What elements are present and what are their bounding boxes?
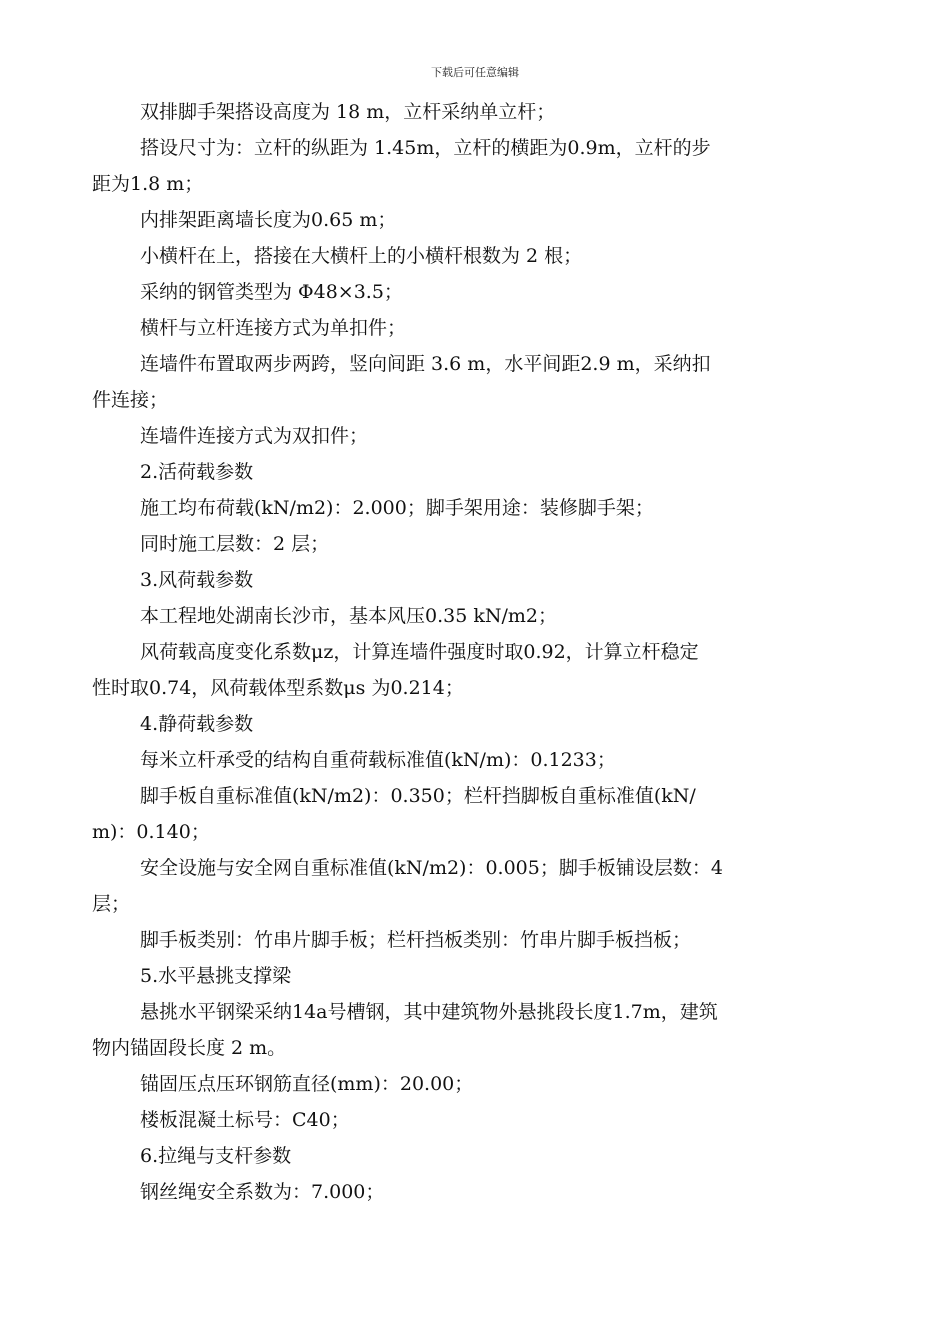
paragraph-line: 连墙件连接方式为双扣件；: [140, 425, 369, 447]
paragraph-line: 本工程地处湖南长沙市，基本风压0.35 kN/m2；: [140, 605, 557, 627]
paragraph-line: 搭设尺寸为：立杆的纵距为 1.45m，立杆的横距为0.9m，立杆的步: [140, 137, 711, 159]
paragraph: [92, 1138, 808, 1174]
paragraph-line: 施工均布荷载(kN/m2)：2.000；脚手架用途：装修脚手架；: [140, 497, 654, 519]
paragraph: [92, 238, 808, 274]
paragraph: [92, 1102, 808, 1138]
paragraph-line: 同时施工层数：2 层；: [140, 533, 330, 555]
paragraph-line: 3.风荷载参数: [140, 569, 254, 591]
paragraph: [92, 526, 808, 562]
paragraph-line: 横杆与立杆连接方式为单扣件；: [140, 317, 407, 339]
paragraph: [92, 1174, 808, 1210]
paragraph: [92, 202, 808, 238]
paragraph-line: 脚手板类别：竹串片脚手板；栏杆挡板类别：竹串片脚手板挡板；: [140, 929, 692, 951]
paragraph-line: 悬挑水平钢梁采纳14a号槽钢，其中建筑物外悬挑段长度1.7m，建筑: [140, 1001, 718, 1023]
paragraph-line: 小横杆在上，搭接在大横杆上的小横杆根数为 2 根；: [140, 245, 583, 267]
paragraph-line: 物内锚固段长度 2 m。: [92, 1037, 287, 1059]
paragraph: [92, 490, 808, 526]
paragraph-line: m)：0.140；: [92, 821, 210, 843]
paragraph-line: 双排脚手架搭设高度为 18 m，立杆采纳单立杆；: [140, 101, 556, 123]
paragraph-line: 层；: [92, 893, 131, 915]
paragraph: [92, 850, 808, 922]
paragraph-line: 钢丝绳安全系数为：7.000；: [140, 1181, 385, 1203]
paragraph-line: 4.静荷载参数: [140, 713, 254, 735]
paragraph-line: 安全设施与安全网自重标准值(kN/m2)：0.005；脚手板铺设层数：4: [140, 857, 723, 879]
paragraph: [92, 634, 808, 706]
paragraph: [92, 94, 808, 130]
paragraph-line: 脚手板自重标准值(kN/m2)：0.350；栏杆挡脚板自重标准值(kN/: [140, 785, 696, 807]
paragraph: [92, 742, 808, 778]
paragraph-line: 采纳的钢管类型为 Φ48×3.5；: [140, 281, 403, 303]
document-body: [92, 94, 808, 1210]
paragraph-line: 2.活荷载参数: [140, 461, 254, 483]
paragraph: [92, 310, 808, 346]
paragraph: [92, 598, 808, 634]
paragraph: [92, 346, 808, 418]
paragraph-line: 每米立杆承受的结构自重荷载标准值(kN/m)：0.1233；: [140, 749, 616, 771]
paragraph: [92, 958, 808, 994]
paragraph: [92, 562, 808, 598]
paragraph: [92, 706, 808, 742]
paragraph-line: 6.拉绳与支杆参数: [140, 1145, 292, 1167]
paragraph-line: 性时取0.74，风荷载体型系数μs 为0.214；: [92, 677, 464, 699]
paragraph-line: 距为1.8 m；: [92, 173, 204, 195]
page-header: 下载后可任意编辑: [431, 66, 519, 79]
paragraph-line: 连墙件布置取两步两跨，竖向间距 3.6 m，水平间距2.9 m，采纳扣: [140, 353, 711, 375]
paragraph-line: 锚固压点压环钢筋直径(mm)：20.00；: [140, 1073, 474, 1095]
paragraph: [92, 922, 808, 958]
paragraph: [92, 274, 808, 310]
paragraph-line: 5.水平悬挑支撑梁: [140, 965, 292, 987]
paragraph-line: 件连接；: [92, 389, 169, 411]
paragraph: [92, 778, 808, 850]
paragraph: [92, 454, 808, 490]
paragraph-line: 风荷载高度变化系数μz，计算连墙件强度时取0.92，计算立杆稳定: [140, 641, 699, 663]
paragraph: [92, 1066, 808, 1102]
paragraph: [92, 994, 808, 1066]
paragraph: [92, 130, 808, 202]
paragraph-line: 内排架距离墙长度为0.65 m；: [140, 209, 397, 231]
paragraph: [92, 418, 808, 454]
paragraph-line: 楼板混凝土标号：C40；: [140, 1109, 350, 1131]
